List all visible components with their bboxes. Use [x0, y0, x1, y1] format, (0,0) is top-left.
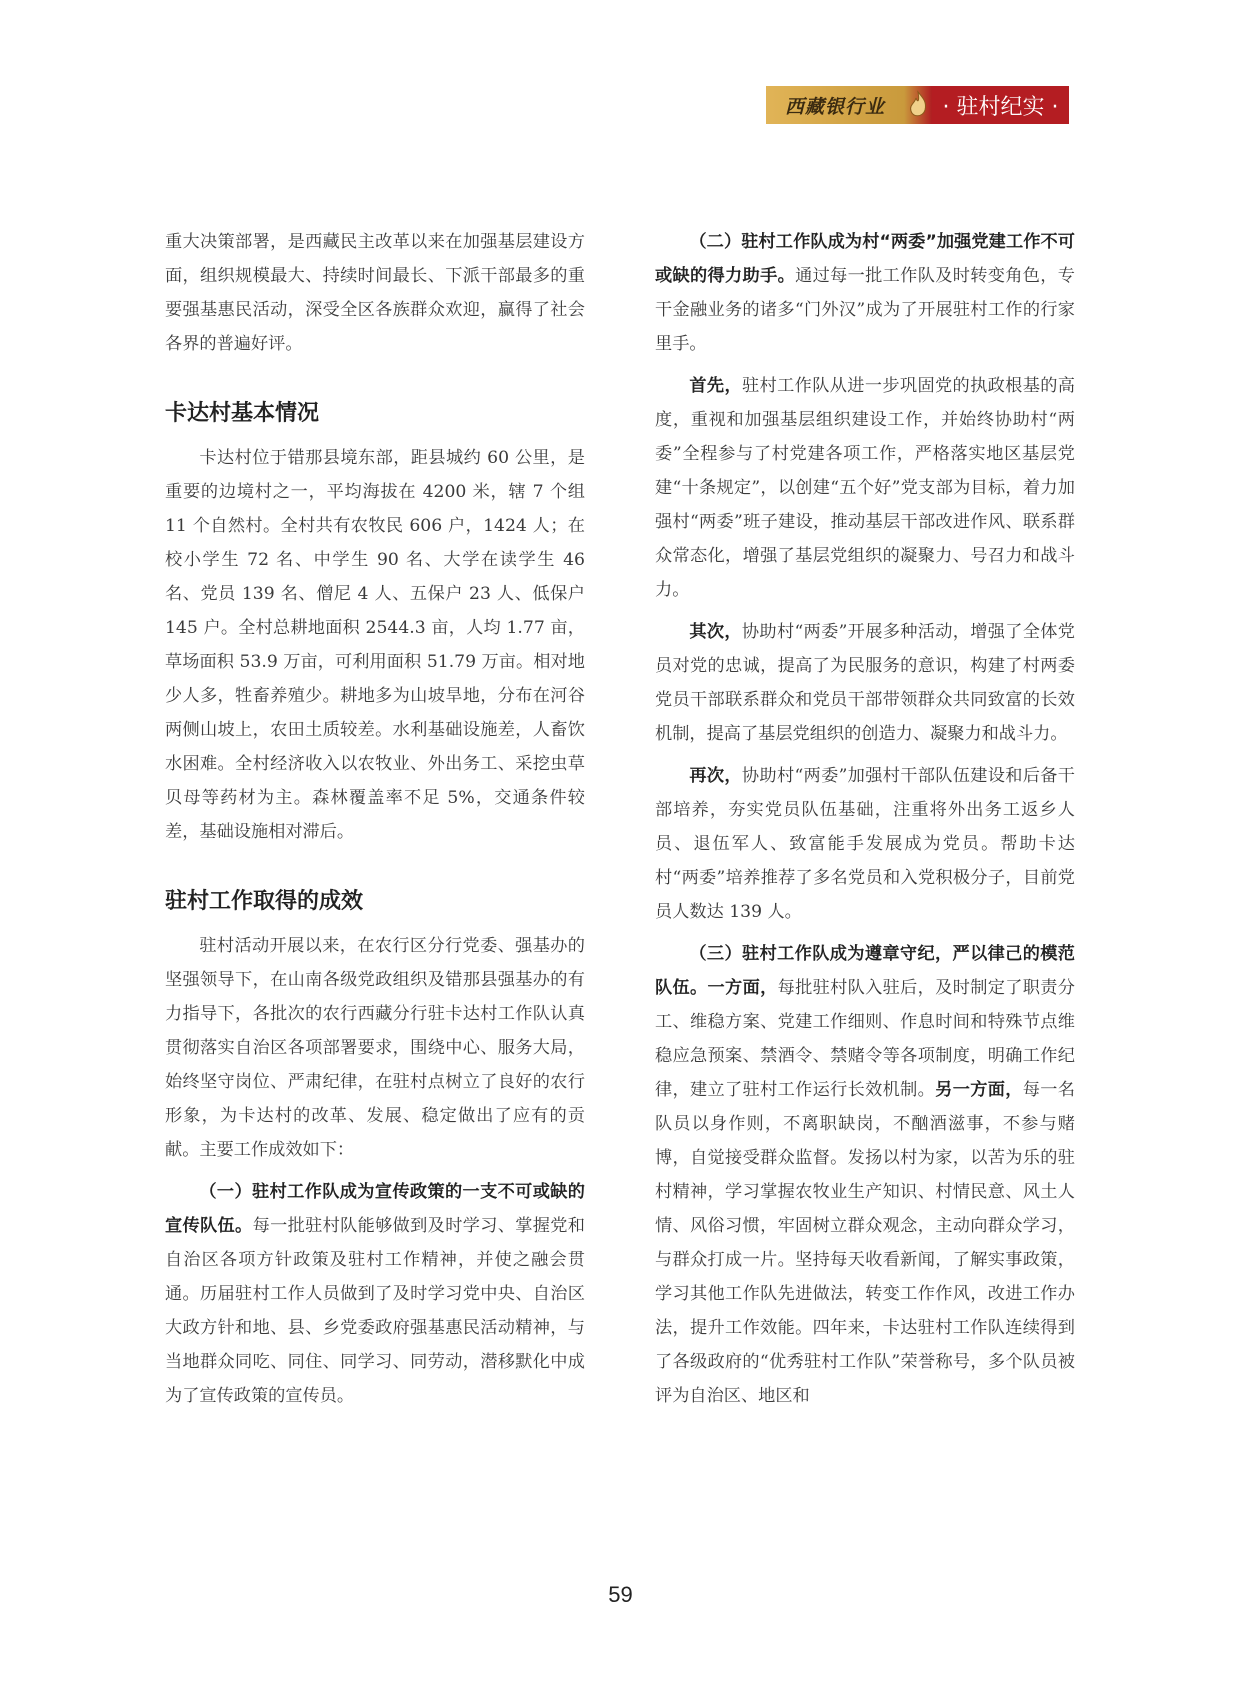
page-number: 59 — [608, 1582, 633, 1607]
paragraph-second — [655, 615, 1075, 751]
point-two-lead: （二）驻村工作队成为村“两委”加强党建工作不可或缺的得力助手。 — [655, 232, 1075, 286]
left-column — [165, 225, 585, 1421]
paragraph-continued: 重大决策部署，是西藏民主改革以来在加强基层建设方面，组织规模最大、持续时间最长、下派干部最多的重要强基惠民活动，深受全区各族群众欢迎，赢得了社会各界的普遍好评。 — [165, 232, 585, 354]
one-aspect-body: 每批驻村队入驻后，及时制定了职责分工、维稳方案、党建工作细则、作息时间和特殊节点维稳应急预案、禁酒令、禁赌令等各项制度，明确工作纪律，建立了驻村工作运行长效机制。 — [655, 978, 1075, 1100]
second-lead: 其次， — [689, 622, 742, 642]
point-two-body: 通过每一批工作队及时转变角色，专干金融业务的诸多“门外汉”成为了开展驻村工作的行家里手。 — [655, 266, 1075, 354]
paragraph-village-basics: 卡达村位于错那县境东部，距县城约 60 公里，是重要的边境村之一，平均海拔在 4200 米，辖 7 个组 11 个自然村。全村共有农牧民 606 户，1424 人；在校小学生 72 名、中学生 90 名、大学在读学生 46 名、党员 139 名、僧尼 4 人、五保户 23 人、低保户 145 户。全村总耕地面积 2544.3 亩，人均 1.77 亩，草场面积 53.9 万亩，可利用面积 51.79 万亩。相对地少人多，牲畜养殖少。耕地多为山坡旱地，分布在河谷两侧山坡上，农田土质较差。水利基础设施差，人畜饮水困难。全村经济收入以农牧业、外出务工、采挖虫草贝母等药材为主。森林覆盖率不足 5%，交通条件较差，基础设施相对滞后。 — [165, 448, 585, 842]
first-lead: 首先， — [689, 376, 743, 396]
other-aspect-lead: 另一方面， — [935, 1080, 1023, 1100]
third-lead: 再次， — [689, 766, 742, 786]
right-column — [655, 225, 1075, 1421]
point-one-lead: （一）驻村工作队成为宣传政策的一支不可或缺的宣传队伍。 — [165, 1182, 585, 1236]
paragraph-first — [655, 369, 1075, 607]
flame-emblem-icon — [904, 86, 932, 124]
point-one-body: 每一批驻村队能够做到及时学习、掌握党和自治区各项方针政策及驻村工作精神，并使之融会贯通。历届驻村工作人员做到了及时学习党中央、自治区大政方针和地、县、乡党委政府强基惠民活动精神，与当地群众同吃、同住、同学习、同劳动，潜移默化中成为了宣传政策的宣传员。 — [165, 1216, 585, 1406]
paragraph-point-one — [165, 1175, 585, 1413]
heading-achievements: 驻村工作取得的成效 — [165, 889, 364, 914]
first-body: 驻村工作队从进一步巩固党的执政根基的高度，重视和加强基层组织建设工作，并始终协助村“两委”全程参与了村党建各项工作，严格落实地区基层党建“十条规定”，以创建“五个好”党支部为目标，着力加强村“两委”班子建设，推动基层干部改进作风、联系群众常态化，增强了基层党组织的凝聚力、号召力和战斗力。 — [655, 376, 1075, 600]
heading-village-basics: 卡达村基本情况 — [165, 401, 320, 426]
header-banner — [766, 86, 1069, 124]
third-body: 协助村“两委”加强村干部队伍建设和后备干部培养，夯实党员队伍基础，注重将外出务工返乡人员、退伍军人、致富能手发展成为党员。帮助卡达村“两委”培养推荐了多名党员和入党积极分子，目前党员人数达 139 人。 — [655, 766, 1075, 922]
one-aspect-lead: 一方面， — [707, 978, 778, 998]
second-body: 协助村“两委”开展多种活动，增强了全体党员对党的忠诚，提高了为民服务的意识，构建了村两委党员干部联系群众和党员干部带领群众共同致富的长效机制，提高了基层党组织的创造力、凝聚力和战斗力。 — [655, 622, 1075, 744]
other-aspect-body: 每一名队员以身作则，不离职缺岗，不酗酒滋事，不参与赌博，自觉接受群众监督。发扬以村为家，以苦为乐的驻村精神，学习掌握农牧业生产知识、村情民意、风土人情、风俗习惯，牢固树立群众观念，主动向群众学习，与群众打成一片。坚持每天收看新闻，了解实事政策，学习其他工作队先进做法，转变工作作风，改进工作办法，提升工作效能。四年来，卡达驻村工作队连续得到了各级政府的“优秀驻村工作队”荣誉称号，多个队员被评为自治区、地区和 — [655, 1080, 1075, 1406]
paragraph-achievements-intro: 驻村活动开展以来，在农行区分行党委、强基办的坚强领导下，在山南各级党政组织及错那县强基办的有力指导下，各批次的农行西藏分行驻卡达村工作队认真贯彻落实自治区各项部署要求，围绕中心、服务大局，始终坚守岗位、严肃纪律，在驻村点树立了良好的农行形象，为卡达村的改革、发展、稳定做出了应有的贡献。主要工作成效如下： — [165, 936, 585, 1160]
paragraph-third — [655, 759, 1075, 929]
brand-logo-text: 西藏银行业 — [766, 86, 904, 124]
paragraph-point-two — [655, 225, 1075, 361]
point-three-lead: （三）驻村工作队成为遵章守纪，严以律己的模范队伍。 — [655, 944, 1075, 998]
paragraph-point-three — [655, 937, 1075, 1413]
section-title: · 驻村纪实 · — [932, 86, 1069, 124]
